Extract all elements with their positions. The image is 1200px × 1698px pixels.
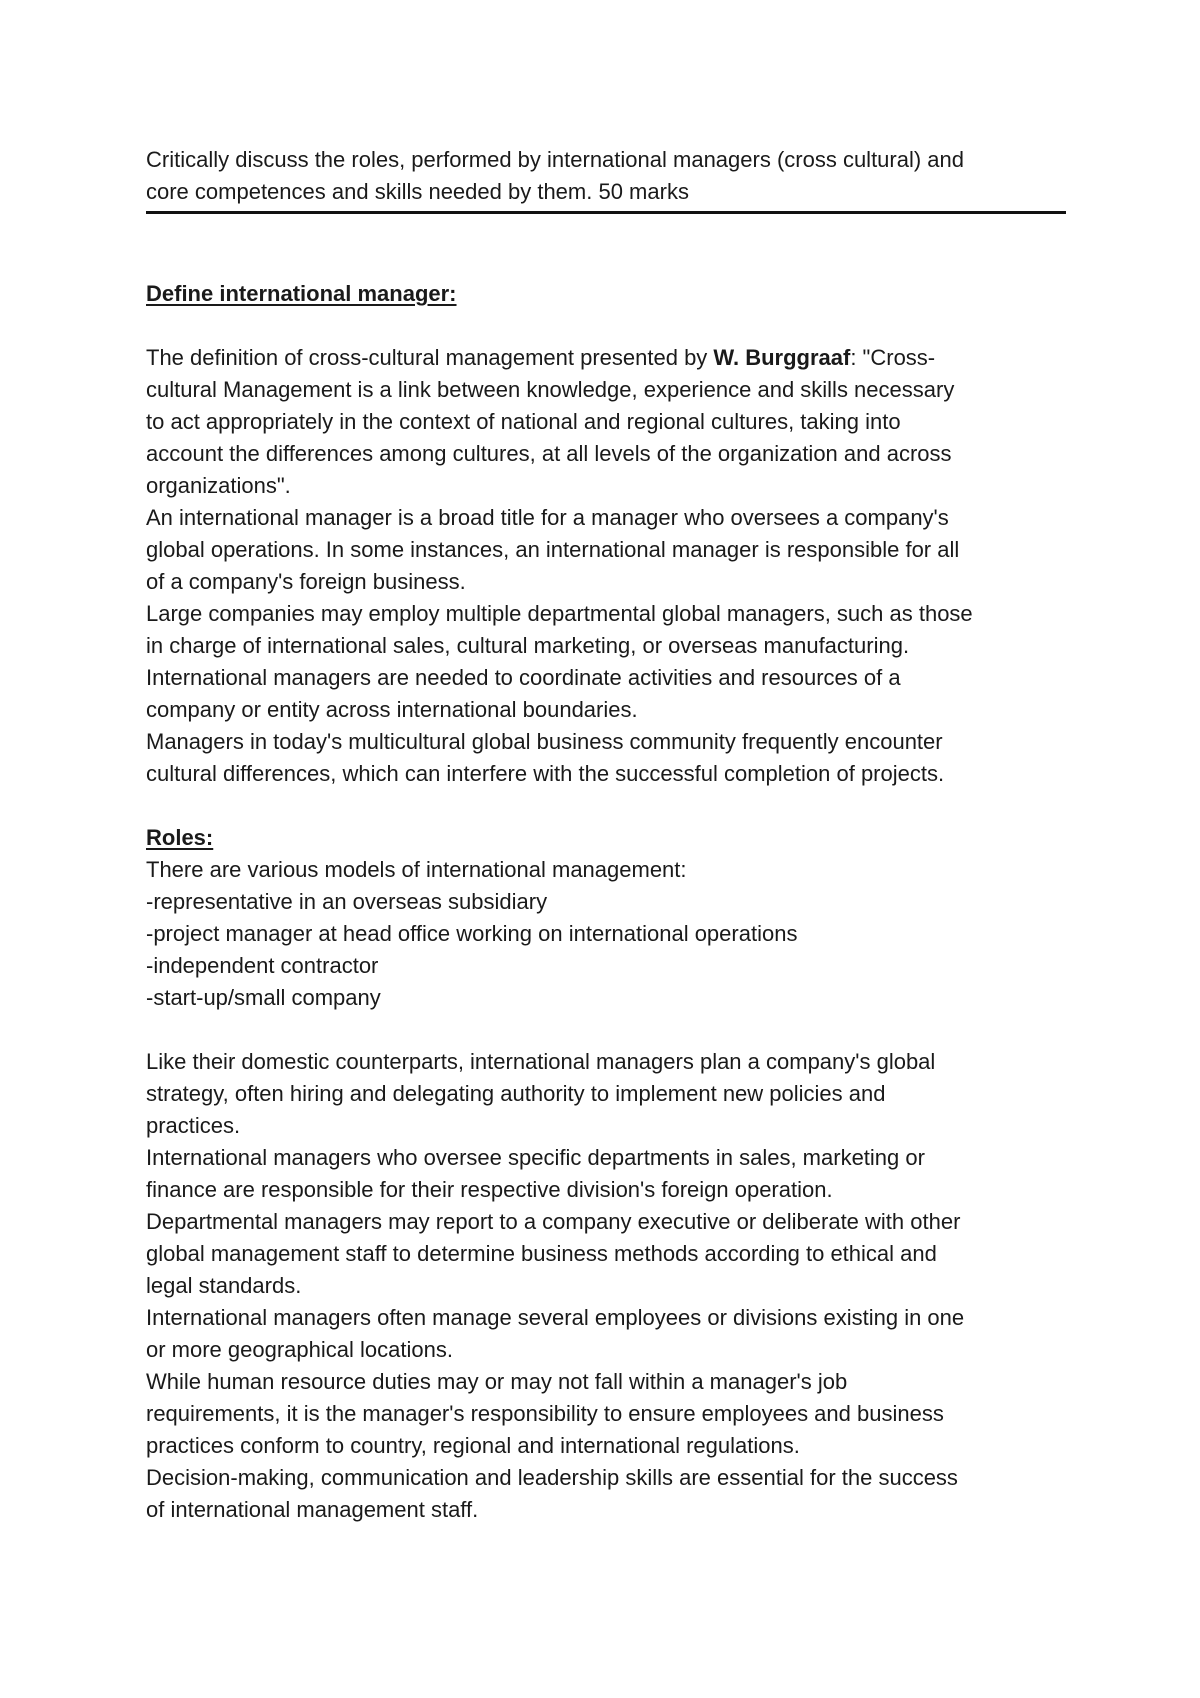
text-line: Like their domestic counterparts, international managers plan a company's global xyxy=(146,1049,936,1074)
text-line: legal standards. xyxy=(146,1273,302,1298)
text-line: global operations. In some instances, an international manager is responsible for all xyxy=(146,537,960,562)
text-line: While human resource duties may or may not fall within a manager's job xyxy=(146,1369,848,1394)
text-line: Managers in today's multicultural global business community frequently encounter xyxy=(146,729,943,754)
list-item: -start-up/small company xyxy=(146,985,381,1010)
text-line: to act appropriately in the context of national and regional cultures, taking into xyxy=(146,409,901,434)
title-line-1: Critically discuss the roles, performed by international managers (cross cultural) and xyxy=(146,147,965,172)
define-heading: Define international manager: xyxy=(146,281,457,306)
text-line: organizations". xyxy=(146,473,291,498)
text-line: practices. xyxy=(146,1113,241,1138)
text-line: company or entity across international boundaries. xyxy=(146,697,638,722)
text-line: strategy, often hiring and delegating authority to implement new policies and xyxy=(146,1081,886,1106)
text-line: finance are responsible for their respective division's foreign operation. xyxy=(146,1177,833,1202)
document-title xyxy=(146,144,1066,214)
roles-models-list xyxy=(146,854,1066,1014)
intro-before-author: The definition of cross-cultural management presented by xyxy=(146,345,714,370)
text-line: An international manager is a broad title for a manager who oversees a company's xyxy=(146,505,949,530)
text-line: in charge of international sales, cultural marketing, or overseas manufacturing. xyxy=(146,633,910,658)
text-line: or more geographical locations. xyxy=(146,1337,453,1362)
list-item: -project manager at head office working on international operations xyxy=(146,921,798,946)
author-name: W. Burggraaf xyxy=(713,345,851,370)
intro-after-author: : "Cross- xyxy=(850,345,936,370)
title-line-2: core competences and skills needed by them. 50 marks xyxy=(146,179,689,204)
define-lines xyxy=(146,374,1066,790)
document-page xyxy=(146,144,1066,1526)
text-line: practices conform to country, regional and international regulations. xyxy=(146,1433,800,1458)
define-intro-line xyxy=(146,342,1066,374)
define-paragraphs xyxy=(146,342,1066,790)
list-item: There are various models of international management: xyxy=(146,857,687,882)
spacer xyxy=(146,310,1066,342)
spacer xyxy=(146,214,1066,278)
text-line: account the differences among cultures, at all levels of the organization and across xyxy=(146,441,952,466)
text-line: cultural Management is a link between knowledge, experience and skills necessary xyxy=(146,377,955,402)
roles-heading: Roles: xyxy=(146,825,214,850)
spacer xyxy=(146,790,1066,822)
text-line: Large companies may employ multiple departmental global managers, such as those xyxy=(146,601,973,626)
text-line: of a company's foreign business. xyxy=(146,569,466,594)
text-line: of international management staff. xyxy=(146,1497,479,1522)
roles-body xyxy=(146,1046,1066,1526)
list-item: -representative in an overseas subsidiary xyxy=(146,889,548,914)
text-line: global management staff to determine business methods according to ethical and xyxy=(146,1241,937,1266)
text-line: Departmental managers may report to a company executive or deliberate with other xyxy=(146,1209,961,1234)
text-line: requirements, it is the manager's responsibility to ensure employees and business xyxy=(146,1401,944,1426)
text-line: International managers who oversee specific departments in sales, marketing or xyxy=(146,1145,925,1170)
text-line: International managers are needed to coordinate activities and resources of a xyxy=(146,665,901,690)
spacer xyxy=(146,1014,1066,1046)
list-item: -independent contractor xyxy=(146,953,379,978)
text-line: cultural differences, which can interfere with the successful completion of projects. xyxy=(146,761,945,786)
text-line: Decision-making, communication and leadership skills are essential for the success xyxy=(146,1465,958,1490)
text-line: International managers often manage several employees or divisions existing in one xyxy=(146,1305,965,1330)
